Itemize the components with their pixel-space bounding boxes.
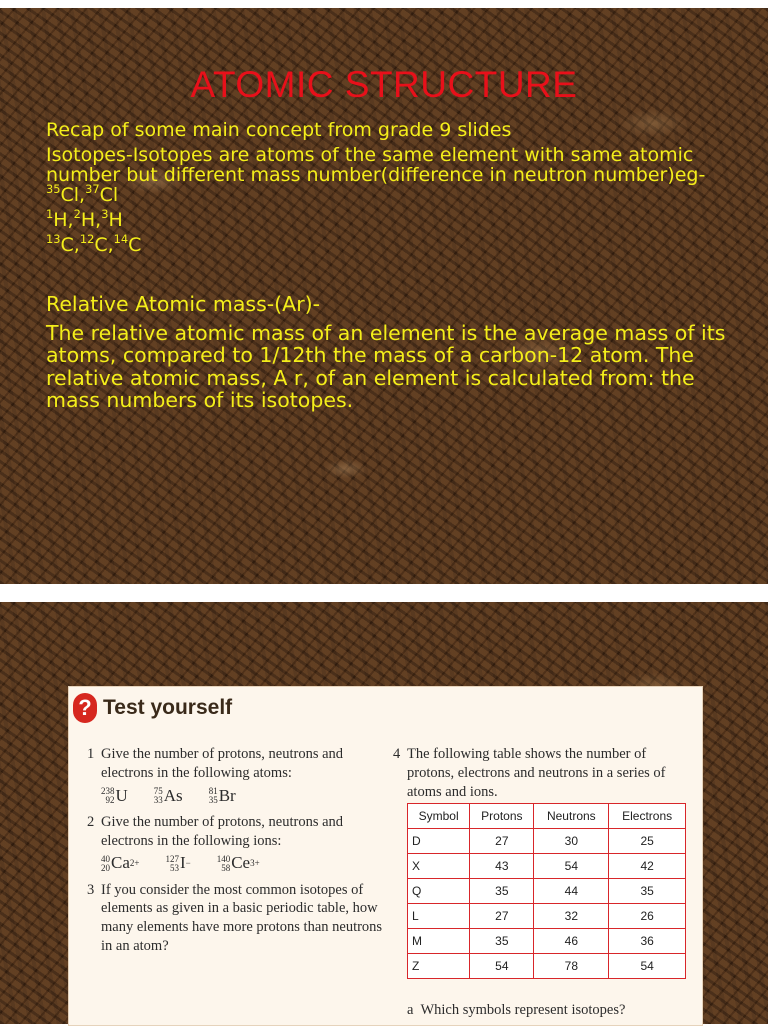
questions-left-column [87,745,387,962]
table-row: Z 54 78 54 [408,954,686,979]
slide-title: ATOMIC STRUCTURE [190,64,578,105]
ion-list [101,852,387,874]
slide-1 [0,8,768,584]
table-row: Q 35 44 35 [408,879,686,904]
test-yourself-heading: Test yourself [103,696,233,719]
recap-line: Recap of some main concept from grade 9 slides [46,119,512,141]
slide-1-body [46,121,728,261]
question-3: 3 If you consider the most common isotopes of elements as given in a basic periodic table, how many elements have more protons than neutrons in an atom? [87,881,383,955]
test-yourself-header [73,693,232,723]
isotope-table [407,803,686,979]
ion-i: 127 53 I − [165,853,191,873]
carbon-isotopes: $^{13}$C,$^{12}$C,$^{14}$C [46,231,142,256]
nuclide-u: 238 92 U [101,785,128,805]
table-row: D 27 30 25 [408,829,686,854]
question-2: 2 Give the number of protons, neutrons and electrons in the following ions: 40 20 Ca 2+ 127 53 I − 140 58 Ce 3+ [87,813,387,875]
table-row: L 27 32 26 [408,904,686,929]
question-1: 1 Give the number of protons, neutrons and electrons in the following atoms: 238 92 U 75 33 As 81 35 Br [87,745,387,807]
table-header: Neutrons [534,804,609,829]
question-4: 4 The following table shows the number of protons, electrons and neutrons in a series of atoms and ions. [393,746,666,800]
question-4a: a Which symbols represent isotopes? [407,1002,626,1018]
nuclide-as: 75 33 As [153,785,183,805]
table-header: Protons [470,804,534,829]
table-header: Electrons [609,804,686,829]
ram-heading: Relative Atomic mass-(Ar)- [46,292,321,316]
table-header-row [408,804,686,829]
isotopes-definition: Isotopes-Isotopes are atoms of the same element with same atomic number but different mass number(difference in neutron number)eg-$^{35}$Cl,$^{37}$Cl [46,143,706,206]
question-mark-icon: ? [73,693,97,723]
table-header: Symbol [408,804,470,829]
questions-right-column [393,745,693,808]
ram-definition: The relative atomic mass of an element is the average mass of its atoms, compared to 1/12th the mass of a carbon-12 atom. The relative atomic mass, A r, of an element is calculated from: the mass numbers of its isotopes. [46,320,726,413]
textbook-excerpt [68,686,703,1026]
table-row: M 35 46 36 [408,929,686,954]
ion-ce: 140 58 Ce 3+ [216,853,260,873]
ion-ca: 40 20 Ca 2+ [101,853,140,873]
atom-list [101,785,387,807]
slide-1-ram [46,293,728,418]
hydrogen-isotopes: $^1$H,$^2$H,$^3$H [46,206,123,231]
table-row: X 43 54 42 [408,854,686,879]
nuclide-br: 81 35 Br [208,785,236,805]
